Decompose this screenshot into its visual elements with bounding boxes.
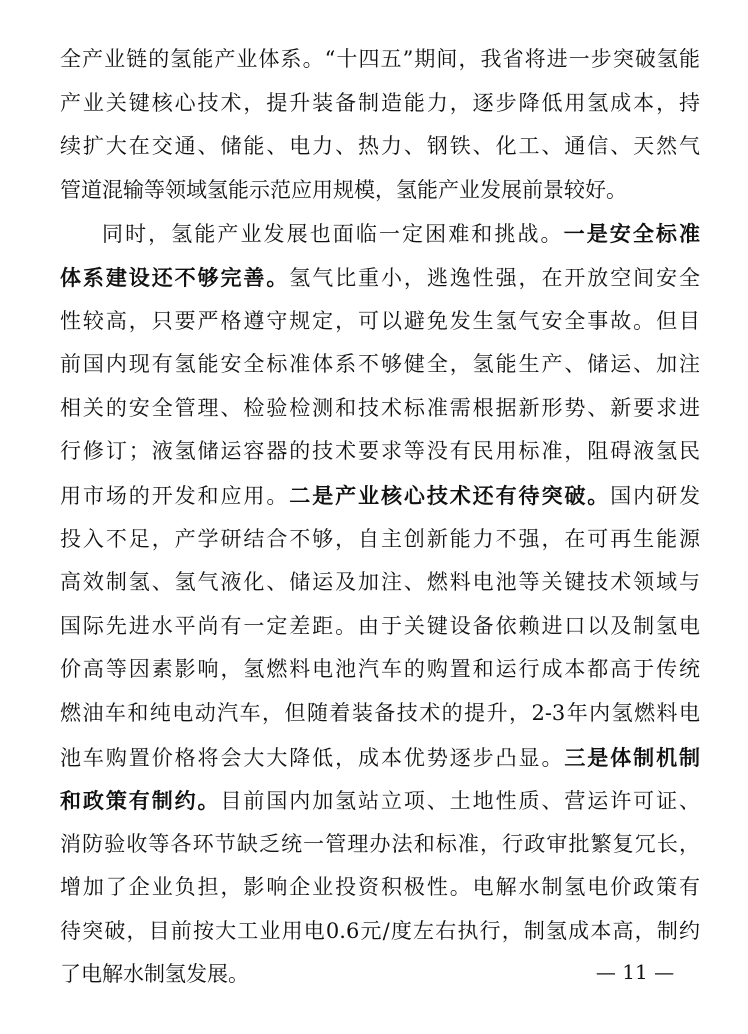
line-text: 性较高，只要严格遵守规定，可以避免发生氢气安全事故。但目 [60,308,700,333]
text-line [60,256,700,300]
text-line [60,38,700,82]
line-text: 燃油车和纯电动汽车，但随着装备技术的提升，2-3年内氢燃料电 [60,700,700,725]
line-text: 待突破，目前按大工业用电0.6元/度左右执行，制氢成本高，制约 [60,918,700,943]
text-line [60,518,700,562]
line-text: 用市场的开发和应用。 [60,483,290,508]
text-line [60,910,700,954]
line-text: 池车购置价格将会大大降低，成本优势逐步凸显。 [60,745,565,770]
bold-heading-text: 和政策有制约。 [60,788,221,814]
text-line [60,474,700,518]
line-text: 国内研发 [610,483,700,508]
line-text: 管道混输等领域氢能示范应用规模，氢能产业发展前景较好。 [60,177,627,202]
line-text: 氢气比重小，逃逸性强，在开放空间安全 [289,265,700,290]
page-number: — 11 — [595,960,675,984]
line-text: 投入不足，产学研结合不够，自主创新能力不强，在可再生能源 [60,526,700,551]
line-text: 消防验收等各环节缺乏统一管理办法和标准，行政审批繁复冗长， [60,831,700,856]
text-line [60,169,700,213]
line-text: 前国内现有氢能安全标准体系不够健全，氢能生产、储运、加注 [60,352,700,377]
text-line [60,605,700,649]
text-line [60,648,700,692]
text-line [60,430,700,474]
paragraph-start-line [60,212,700,256]
body-text [60,38,700,997]
bold-heading-text: 二是产业核心技术还有待突破。 [289,482,611,508]
text-line [60,343,700,387]
line-text: 了电解水制氢发展。 [60,962,249,987]
text-line [60,692,700,736]
text-line [60,125,700,169]
line-text: 增加了企业负担，影响企业投资积极性。电解水制氢电价政策有 [60,875,700,900]
bold-heading-text: 体系建设还不够完善。 [60,264,290,290]
text-line [60,736,700,780]
line-text: 价高等因素影响，氢燃料电池汽车的购置和运行成本都高于传统 [60,657,700,682]
line-text: 相关的安全管理、检验检测和技术标准需根据新形势、新要求进 [60,395,700,420]
line-text: 产业关键核心技术，提升装备制造能力，逐步降低用氢成本，持 [60,90,700,115]
line-text: 目前国内加氢站立项、土地性质、营运许可证、 [220,789,700,814]
bold-heading-text: 一是安全标准 [563,221,700,247]
line-text: 行修订；液氢储运容器的技术要求等没有民用标准，阻碍液氢民 [60,439,700,464]
bold-heading-text: 三是体制机制 [564,744,700,770]
text-line [60,387,700,431]
line-text: 国际先进水平尚有一定差距。由于关键设备依赖进口以及制氢电 [60,613,700,638]
text-line [60,561,700,605]
text-line [60,779,700,823]
line-text: 全产业链的氢能产业体系。“十四五”期间，我省将进一步突破氢能 [60,47,700,71]
text-line [60,866,700,910]
line-text: 同时，氢能产业发展也面临一定困难和挑战。 [102,222,564,247]
text-line [60,823,700,867]
text-line [60,82,700,126]
line-text: 续扩大在交通、储能、电力、热力、钢铁、化工、通信、天然气 [60,134,700,159]
text-line [60,300,700,344]
line-text: 高效制氢、氢气液化、储运及加注、燃料电池等关键技术领域与 [60,570,700,595]
